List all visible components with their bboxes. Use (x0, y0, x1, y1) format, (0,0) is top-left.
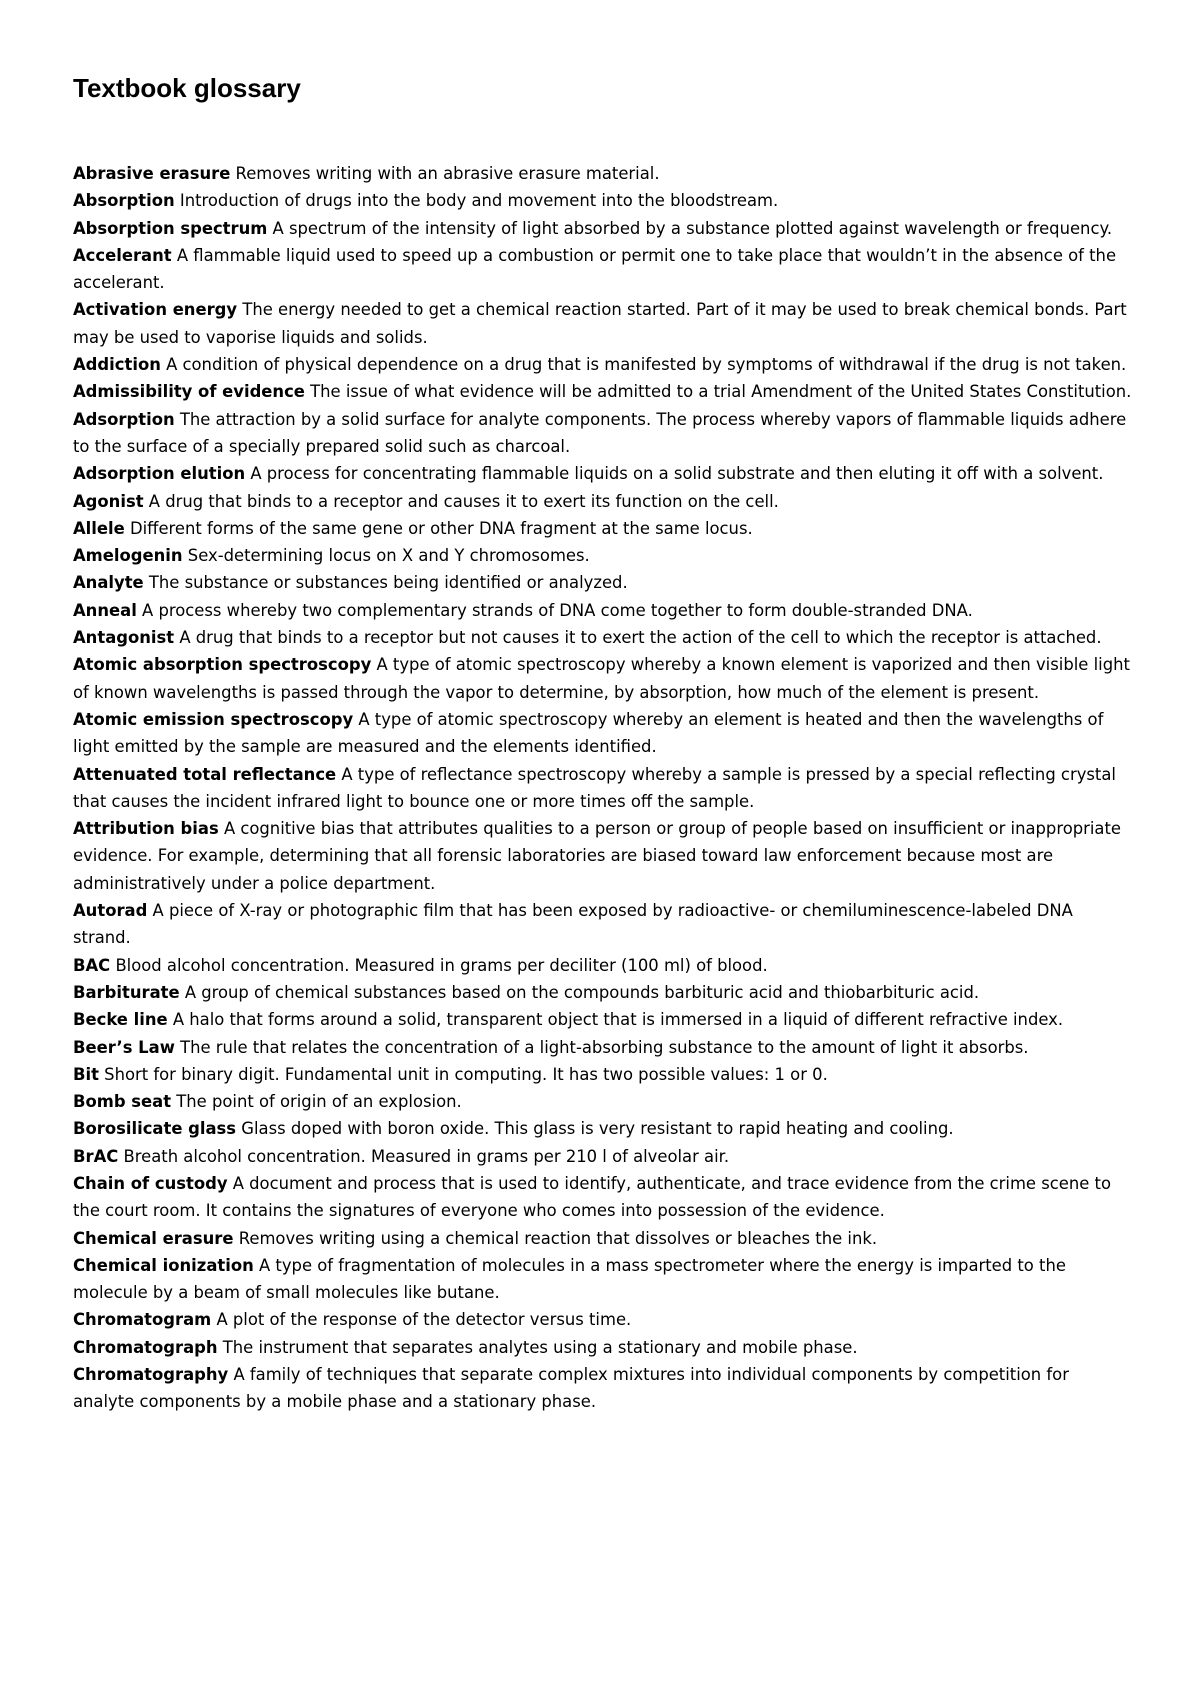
glossary-entry (73, 1006, 1135, 1033)
glossary-term: Amelogenin (73, 546, 183, 566)
glossary-entry (73, 1115, 1135, 1142)
glossary-term: BrAC (73, 1146, 119, 1166)
glossary-term: Atomic absorption spectroscopy (73, 655, 372, 675)
glossary-definition: A halo that forms around a solid, transparent object that is immersed in a liquid of different refractive index. (172, 1010, 1064, 1030)
glossary-term: Accelerant (73, 245, 172, 265)
glossary-definition: Different forms of the same gene or other DNA fragment at the same locus. (130, 518, 753, 538)
glossary-term: Bomb seat (73, 1092, 172, 1112)
glossary-entry (73, 215, 1135, 242)
glossary-entry (73, 1361, 1135, 1416)
glossary-entry (73, 569, 1135, 596)
glossary-term: Chemical erasure (73, 1228, 234, 1248)
glossary-definition: The point of origin of an explosion. (176, 1092, 462, 1112)
glossary-entry (73, 242, 1135, 297)
glossary-entry (73, 296, 1135, 351)
glossary-definition: A piece of X-ray or photographic film that has been exposed by radioactive- or chemiluminescence-labeled DNA strand. (73, 901, 1073, 948)
glossary-definition: Breath alcohol concentration. Measured in grams per 210 l of alveolar air. (123, 1146, 730, 1166)
page-title: Textbook glossary (73, 73, 301, 103)
glossary-entry (73, 406, 1135, 461)
glossary-definition: Removes writing using a chemical reaction that dissolves or bleaches the ink. (238, 1228, 878, 1248)
glossary-definition: Short for binary digit. Fundamental unit in computing. It has two possible values: 1 or 0. (104, 1064, 828, 1084)
glossary-definition: A family of techniques that separate complex mixtures into individual components by competition for analyte components by a mobile phase and a stationary phase. (73, 1365, 1069, 1412)
glossary-entry (73, 651, 1135, 706)
glossary-term: Absorption spectrum (73, 218, 268, 238)
glossary-definition: A drug that binds to a receptor but not causes it to exert the action of the cell to which the receptor is attached. (179, 628, 1102, 648)
glossary-term: Allele (73, 518, 125, 538)
glossary-entry (73, 187, 1135, 214)
glossary-entry (73, 160, 1135, 187)
glossary-definition: A type of fragmentation of molecules in a mass spectrometer where the energy is imparted to the molecule by a beam of small molecules like butane. (73, 1255, 1066, 1303)
glossary-definition: A type of reflectance spectroscopy whereby a sample is pressed by a special reflecting crystal that causes the incident infrared light to bounce one or more times off the sample. (73, 764, 1116, 811)
glossary-entry (73, 815, 1135, 897)
glossary-entry (73, 1225, 1135, 1252)
glossary-term: Chromatography (73, 1365, 229, 1385)
glossary-list (73, 160, 1135, 1416)
glossary-term: Attenuated total reflectance (73, 764, 337, 784)
glossary-entry (73, 1170, 1135, 1225)
glossary-entry (73, 1143, 1135, 1170)
glossary-entry (73, 1306, 1135, 1333)
glossary-definition: The substance or substances being identified or analyzed. (148, 573, 628, 593)
glossary-definition: A flammable liquid used to speed up a combustion or permit one to take place that wouldn’t in the absence of the accelerant. (73, 245, 1117, 293)
glossary-term: Borosilicate glass (73, 1119, 237, 1139)
glossary-term: Addiction (73, 355, 161, 375)
glossary-definition: A condition of physical dependence on a drug that is manifested by symptoms of withdrawal if the drug is not taken. (166, 355, 1127, 375)
glossary-entry (73, 624, 1135, 651)
glossary-definition: A process whereby two complementary strands of DNA come together to form double-stranded DNA. (142, 600, 973, 620)
glossary-term: Antagonist (73, 628, 175, 648)
glossary-definition: Introduction of drugs into the body and movement into the bloodstream. (179, 191, 779, 211)
glossary-term: Attribution bias (73, 819, 219, 839)
glossary-definition: The energy needed to get a chemical reaction started. Part of it may be used to break chemical bonds. Part may be used to vaporise liquids and solids. (73, 300, 1127, 347)
glossary-definition: The rule that relates the concentration of a light-absorbing substance to the amount of light it absorbs. (180, 1037, 1029, 1057)
glossary-entry (73, 488, 1135, 515)
glossary-entry (73, 761, 1135, 816)
glossary-entry (73, 1334, 1135, 1361)
glossary-term: Activation energy (73, 300, 238, 320)
glossary-term: Autorad (73, 901, 148, 921)
glossary-term: Anneal (73, 600, 137, 620)
glossary-definition: Removes writing with an abrasive erasure material. (235, 164, 660, 183)
glossary-definition: The instrument that separates analytes using a stationary and mobile phase. (222, 1337, 858, 1357)
glossary-entry (73, 515, 1135, 542)
glossary-entry (73, 542, 1135, 569)
glossary-entry (73, 952, 1135, 979)
glossary-term: Becke line (73, 1010, 168, 1030)
glossary-entry (73, 351, 1135, 378)
glossary-term: Adsorption (73, 409, 175, 429)
glossary-term: Bit (73, 1064, 99, 1084)
glossary-definition: A type of atomic spectroscopy whereby an element is heated and then the wavelengths of light emitted by the sample are measured and the elements identified. (73, 709, 1104, 757)
glossary-definition: A document and process that is used to identify, authenticate, and trace evidence from the crime scene to the court room. It contains the signatures of everyone who comes into possession of the evidence. (73, 1173, 1111, 1221)
glossary-definition: Sex-determining locus on X and Y chromosomes. (187, 546, 590, 566)
glossary-definition: Glass doped with boron oxide. This glass is very resistant to rapid heating and cooling. (241, 1119, 954, 1139)
glossary-entry (73, 1034, 1135, 1061)
glossary-definition: Blood alcohol concentration. Measured in grams per deciliter (100 ml) of blood. (115, 955, 768, 975)
glossary-definition: A cognitive bias that attributes qualities to a person or group of people based on insufficient or inappropriate evidence. For example, determining that all forensic laboratories are biased toward law enforcement because most are administratively under a police department. (73, 819, 1121, 893)
glossary-term: Adsorption elution (73, 464, 246, 484)
glossary-entry (73, 1061, 1135, 1088)
glossary-term: Absorption (73, 191, 175, 211)
glossary-definition: A drug that binds to a receptor and causes it to exert its function on the cell. (148, 491, 779, 511)
glossary-term: Barbiturate (73, 982, 180, 1002)
glossary-definition: A type of atomic spectroscopy whereby a known element is vaporized and then visible light of known wavelengths is passed through the vapor to determine, by absorption, how much of the element is present. (73, 655, 1130, 702)
glossary-definition: A group of chemical substances based on the compounds barbituric acid and thiobarbituric acid. (184, 982, 980, 1002)
glossary-entry (73, 460, 1135, 487)
glossary-term: Agonist (73, 491, 144, 511)
glossary-term: Beer’s Law (73, 1037, 175, 1057)
glossary-term: Admissibility of evidence (73, 382, 305, 402)
glossary-term: Chromatograph (73, 1337, 218, 1357)
glossary-term: Chain of custody (73, 1173, 228, 1193)
glossary-term: Analyte (73, 573, 144, 593)
glossary-entry (73, 1252, 1135, 1307)
glossary-definition: The attraction by a solid surface for analyte components. The process whereby vapors of flammable liquids adhere to the surface of a specially prepared solid such as charcoal. (73, 409, 1127, 456)
glossary-entry (73, 1088, 1135, 1115)
glossary-entry (73, 897, 1135, 952)
glossary-entry (73, 706, 1135, 761)
glossary-term: Chromatogram (73, 1310, 212, 1330)
glossary-definition: A plot of the response of the detector versus time. (216, 1310, 632, 1330)
glossary-entry (73, 597, 1135, 624)
glossary-term: Chemical ionization (73, 1255, 254, 1275)
glossary-term: Atomic emission spectroscopy (73, 709, 354, 729)
glossary-definition: A spectrum of the intensity of light absorbed by a substance plotted against wavelength or frequency. (272, 218, 1113, 238)
glossary-definition: A process for concentrating flammable liquids on a solid substrate and then eluting it off with a solvent. (250, 464, 1104, 484)
glossary-term: Abrasive erasure (73, 164, 231, 183)
glossary-entry (73, 378, 1135, 405)
glossary-term: BAC (73, 955, 111, 975)
glossary-definition: The issue of what evidence will be admitted to a trial Amendment of the United States Constitution. (310, 382, 1132, 402)
glossary-entry (73, 979, 1135, 1006)
